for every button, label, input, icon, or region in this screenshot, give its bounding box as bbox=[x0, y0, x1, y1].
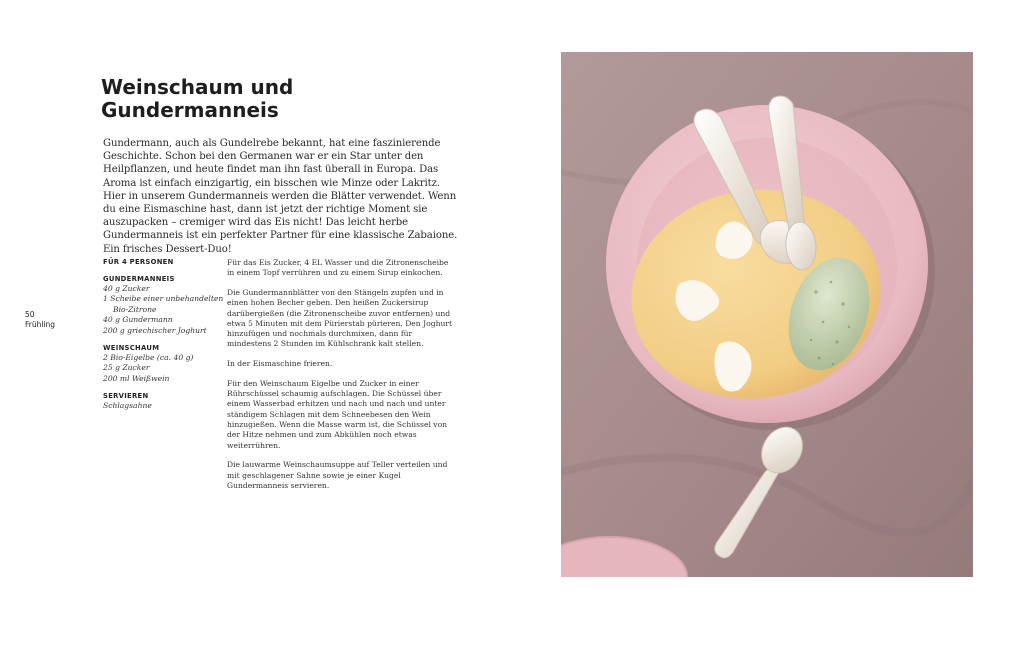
ingredient-item: 25 g Zucker bbox=[103, 363, 150, 373]
intro-paragraph: Gundermann, auch als Gundelrebe bekannt, hat eine faszinierende Geschichte. Schon bei den Germanen war er ein Star unter den Heilpflanzen, und heute findet man ihn fast überall in Europa. Das Aroma ist einfach einzigartig, ein bisschen wie Minze oder Lakritz. Hier in unserem Gundermanneis werden die Blätter verwendet. Wenn du eine Eismaschine hast, dann ist jetzt der richtige Moment sie auszupacken – cremiger wird das Eis nicht! Das leicht herbe Gundermanneis ist ein perfekter Partner für eine klassische Zabaione. Ein frisches Dessert-Duo! bbox=[103, 138, 458, 255]
section-heading: WEINSCHAUM bbox=[103, 344, 160, 353]
title-line-2: Gundermanneis bbox=[101, 98, 279, 122]
section-heading: SERVIEREN bbox=[103, 392, 149, 401]
ingredient-item: 40 g Zucker bbox=[103, 284, 150, 293]
method-steps bbox=[227, 258, 457, 501]
servings-heading: FÜR 4 PERSONEN bbox=[103, 258, 174, 266]
ingredient-item: 200 g griechischer Joghurt bbox=[103, 325, 207, 335]
ingredient-item: 40 g Gundermann bbox=[103, 315, 173, 325]
ingredient-section bbox=[103, 392, 218, 411]
dessert-photo bbox=[561, 52, 973, 577]
method-step: Für den Weinschaum Eigelbe und Zucker in einer Rührschüssel schaumig aufschlagen. Die Schüssel über einem Wasserbad erhitzen und nach und nach und unter ständigem Schlagen mit dem Schneebesen den Wein hinzugießen. Wenn die Masse warm ist, die Schüssel von der Hitze nehmen und zum Abkühlen noch etwas weiterrühren. bbox=[227, 378, 448, 450]
ingredient-item: 200 ml Weißwein bbox=[103, 373, 170, 383]
method-step: Die lauwarme Weinschaumsuppe auf Teller verteilen und mit geschlagener Sahne sowie je einer Kugel Gundermanneis servieren. bbox=[227, 460, 448, 490]
ingredient-section bbox=[103, 344, 218, 384]
method-step: Für das Eis Zucker, 4 EL Wasser und die Zitronenscheibe in einem Topf verrühren und zu einem Sirup einkochen. bbox=[227, 258, 449, 278]
section-name: Frühling bbox=[25, 320, 56, 329]
ingredient-item: 1 Scheibe einer unbehandelten bbox=[103, 294, 224, 304]
ingredients-list bbox=[103, 258, 224, 412]
ingredient-item: 2 Bio-Eigelbe (ca. 40 g) bbox=[103, 353, 194, 363]
method-step: In der Eismaschine frieren. bbox=[227, 359, 333, 369]
ingredient-item: Schlagsahne bbox=[103, 401, 152, 411]
section-heading: GUNDERMANNEIS bbox=[103, 275, 175, 283]
ingredient-item: Bio-Zitrone bbox=[113, 304, 157, 314]
method-step: Die Gundermannblätter von den Stängeln zupfen und in einen hohen Becher geben. Den heißen Zuckersirup darübergießen (die Zitronenscheibe zuvor entfernen) und etwa 5 Minuten mit dem Pürierstab pürieren. Den Joghurt hinzufügen und nochmals durchmixen, dann für mindestens 2 Stunden im Kühlschrank kalt stellen. bbox=[227, 287, 453, 349]
recipe-title bbox=[101, 76, 401, 122]
page-number: 50 bbox=[25, 310, 35, 319]
ingredient-section bbox=[103, 275, 224, 336]
title-line-1: Weinschaum und bbox=[101, 75, 294, 99]
page-marker bbox=[25, 310, 55, 330]
